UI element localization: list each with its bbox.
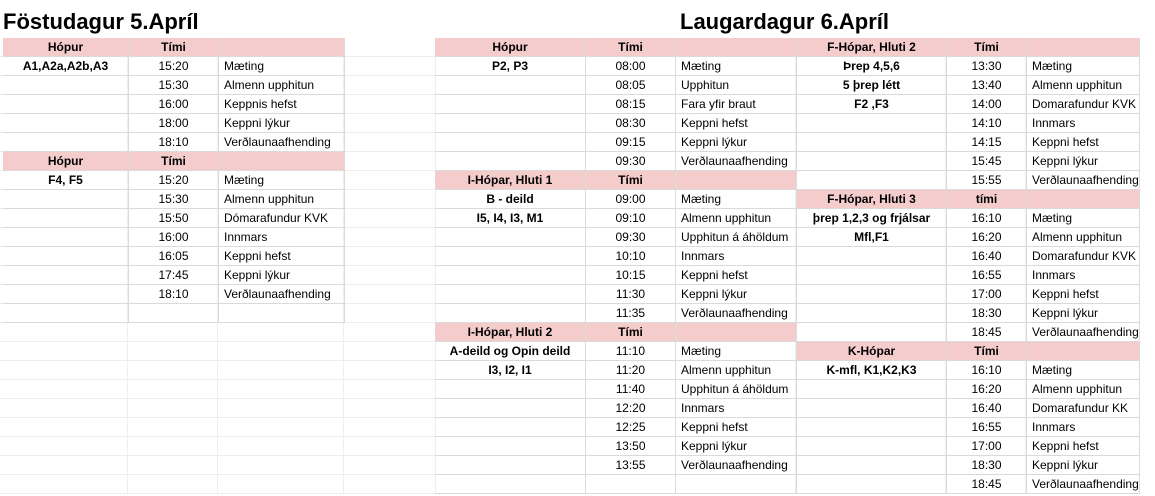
friday-section-2-empty-cell[interactable] <box>3 209 129 228</box>
friday-section-2-time-cell[interactable]: 18:10 <box>129 285 219 304</box>
saturday-left-1-group-header[interactable]: Hópur <box>435 38 586 57</box>
friday-section-2-empty-cell[interactable] <box>3 247 129 266</box>
friday-section-2-event-cell[interactable]: Mæting <box>219 171 345 190</box>
friday-section-1-event-cell[interactable]: Keppnis hefst <box>219 95 345 114</box>
grid-cell <box>0 437 128 456</box>
saturday-right-1-time-cell[interactable]: 15:55 <box>947 171 1027 190</box>
grid-cell <box>128 475 218 494</box>
saturday-left-1-time-cell[interactable]: 08:05 <box>586 76 676 95</box>
friday-section-1-event-cell[interactable]: Keppni lýkur <box>219 114 345 133</box>
saturday-right-2-group-header[interactable]: F-Hópar, Hluti 3 <box>797 190 947 209</box>
friday-section-2-empty-cell[interactable] <box>3 304 129 323</box>
friday-title: Föstudagur 5.Apríl <box>3 9 199 34</box>
grid-cell <box>0 323 128 342</box>
saturday-left-2-empty-cell[interactable] <box>435 247 586 266</box>
saturday-right-3-event-cell[interactable]: Almenn upphitun <box>1027 380 1140 399</box>
friday-section-2-empty-cell[interactable] <box>3 190 129 209</box>
saturday-right-3-event-header[interactable] <box>1027 342 1140 361</box>
grid-cell <box>128 437 218 456</box>
friday-section-2-group-name[interactable]: F4, F5 <box>3 171 129 190</box>
grid-cell <box>0 399 128 418</box>
grid-cell <box>128 323 218 342</box>
saturday-right-3-empty-cell[interactable] <box>797 456 947 475</box>
saturday-left-3-empty-cell[interactable] <box>435 418 586 437</box>
friday-section-2-event-cell[interactable]: Verðlaunaafhending <box>219 285 345 304</box>
saturday-right-2-empty-cell[interactable] <box>797 247 947 266</box>
saturday-left-1-event-header[interactable] <box>676 38 797 57</box>
friday-section-2-group-header[interactable]: Hópur <box>3 152 129 171</box>
friday-section-2-event-cell[interactable]: Keppni hefst <box>219 247 345 266</box>
saturday-right-1-event-cell[interactable]: Verðlaunaafhending <box>1027 171 1140 190</box>
grid-cell <box>344 133 436 152</box>
grid-cell <box>344 114 436 133</box>
saturday-left-3-event-cell[interactable]: Keppni hefst <box>676 418 797 437</box>
saturday-left-3-time-cell[interactable]: 11:10 <box>586 342 676 361</box>
saturday-left-3-event-cell[interactable]: Verðlaunaafhending <box>676 456 797 475</box>
friday-section-1-group-header[interactable]: Hópur <box>3 38 129 57</box>
saturday-left-2-group-name[interactable]: B - deild <box>435 190 586 209</box>
grid-cell <box>218 418 344 437</box>
friday-section-1-time-cell[interactable]: 18:10 <box>129 133 219 152</box>
saturday-left-3-event-cell[interactable]: Upphitun á áhöldum <box>676 380 797 399</box>
saturday-left-1-empty-cell[interactable] <box>435 76 586 95</box>
saturday-right-2-time-cell[interactable]: 16:10 <box>947 209 1027 228</box>
grid-cell <box>0 361 128 380</box>
grid-cell <box>128 380 218 399</box>
grid-cell <box>344 190 436 209</box>
grid-cell <box>128 342 218 361</box>
saturday-title: Laugardagur 6.Apríl <box>680 9 890 34</box>
saturday-left-2-time-cell[interactable]: 09:30 <box>586 228 676 247</box>
saturday-left-3-empty-cell[interactable] <box>435 475 586 494</box>
saturday-left-3-empty-cell[interactable] <box>435 380 586 399</box>
saturday-right-2-event-header[interactable] <box>1027 190 1140 209</box>
friday-section-2-event-cell[interactable]: Almenn upphitun <box>219 190 345 209</box>
saturday-right-3-group-header[interactable]: K-Hópar <box>797 342 947 361</box>
grid-cell <box>344 228 436 247</box>
saturday-right-2-time-header[interactable]: tími <box>947 190 1027 209</box>
friday-section-1-empty-cell[interactable] <box>3 95 129 114</box>
saturday-left-3-time-cell[interactable]: 13:55 <box>586 456 676 475</box>
saturday-right-3-event-cell[interactable]: Mæting <box>1027 361 1140 380</box>
saturday-left-2-group-name[interactable]: I5, I4, I3, M1 <box>435 209 586 228</box>
saturday-left-2-event-cell[interactable]: Innmars <box>676 247 797 266</box>
saturday-left-2-empty-cell[interactable] <box>435 304 586 323</box>
grid-cell <box>218 456 344 475</box>
saturday-left-3-group-name[interactable]: A-deild og Opin deild <box>435 342 586 361</box>
saturday-left-1-empty-cell[interactable] <box>435 133 586 152</box>
saturday-right-1-time-cell[interactable]: 13:30 <box>947 57 1027 76</box>
saturday-right-2-event-cell[interactable]: Keppni hefst <box>1027 285 1140 304</box>
grid-cell <box>344 361 436 380</box>
grid-cell <box>128 456 218 475</box>
saturday-right-1-empty-cell[interactable] <box>797 152 947 171</box>
friday-section-1-event-cell[interactable]: Almenn upphitun <box>219 76 345 95</box>
saturday-left-1-event-cell[interactable]: Mæting <box>676 57 797 76</box>
saturday-right-1-event-cell[interactable]: Mæting <box>1027 57 1140 76</box>
saturday-right-3-empty-cell[interactable] <box>797 475 947 494</box>
saturday-left-2-event-cell[interactable]: Upphitun á áhöldum <box>676 228 797 247</box>
saturday-right-3-time-cell[interactable]: 16:20 <box>947 380 1027 399</box>
saturday-right-2-time-cell[interactable]: 18:45 <box>947 323 1027 342</box>
saturday-left-2-time-cell[interactable]: 11:35 <box>586 304 676 323</box>
friday-section-1-event-cell[interactable]: Mæting <box>219 57 345 76</box>
saturday-left-2-time-cell[interactable]: 11:30 <box>586 285 676 304</box>
grid-cell <box>344 171 436 190</box>
saturday-left-1-empty-cell[interactable] <box>435 152 586 171</box>
saturday-left-3-empty-cell[interactable] <box>435 456 586 475</box>
friday-section-2-event-cell[interactable]: Dómarafundur KVK <box>219 209 345 228</box>
saturday-left-2-time-header[interactable]: Tími <box>586 171 676 190</box>
friday-section-1-time-cell[interactable]: 15:30 <box>129 76 219 95</box>
grid-cell <box>0 418 128 437</box>
grid-cell <box>344 76 436 95</box>
saturday-left-3-event-header[interactable] <box>676 323 797 342</box>
friday-section-2-time-cell[interactable]: 15:50 <box>129 209 219 228</box>
friday-section-1-event-cell[interactable]: Verðlaunaafhending <box>219 133 345 152</box>
saturday-left-3-event-cell[interactable]: Mæting <box>676 342 797 361</box>
saturday-right-2-group-name[interactable]: þrep 1,2,3 og frjálsar <box>797 209 947 228</box>
saturday-left-2-event-cell[interactable]: Keppni lýkur <box>676 285 797 304</box>
grid-cell <box>218 361 344 380</box>
grid-cell <box>344 152 436 171</box>
saturday-right-1-event-cell[interactable]: Keppni hefst <box>1027 133 1140 152</box>
grid-cell <box>344 399 436 418</box>
saturday-right-3-empty-cell[interactable] <box>797 380 947 399</box>
friday-section-2-empty-cell[interactable] <box>3 285 129 304</box>
saturday-right-3-time-cell[interactable]: 16:40 <box>947 399 1027 418</box>
saturday-right-3-event-cell[interactable]: Innmars <box>1027 418 1140 437</box>
saturday-right-2-empty-cell[interactable] <box>797 285 947 304</box>
saturday-right-2-time-cell[interactable]: 16:20 <box>947 228 1027 247</box>
saturday-right-3-event-cell[interactable]: Verðlaunaafhending <box>1027 475 1140 494</box>
saturday-right-1-empty-cell[interactable] <box>797 114 947 133</box>
saturday-left-2-event-cell[interactable]: Verðlaunaafhending <box>676 304 797 323</box>
grid-cell <box>0 456 128 475</box>
friday-section-1-group-name[interactable]: A1,A2a,A2b,A3 <box>3 57 129 76</box>
saturday-left-3-time-cell[interactable] <box>586 475 676 494</box>
saturday-left-3-time-cell[interactable]: 12:20 <box>586 399 676 418</box>
saturday-left-3-event-cell[interactable]: Keppni lýkur <box>676 437 797 456</box>
saturday-right-3-time-header[interactable]: Tími <box>947 342 1027 361</box>
grid-cell <box>344 456 436 475</box>
grid-cell <box>344 342 436 361</box>
saturday-left-1-event-cell[interactable]: Keppni lýkur <box>676 133 797 152</box>
saturday-left-1-empty-cell[interactable] <box>435 95 586 114</box>
saturday-right-1-group-header[interactable]: F-Hópar, Hluti 2 <box>797 38 947 57</box>
grid-cell <box>344 380 436 399</box>
saturday-right-1-time-cell[interactable]: 14:10 <box>947 114 1027 133</box>
saturday-right-2-empty-cell[interactable] <box>797 266 947 285</box>
grid-cell <box>0 475 128 494</box>
grid-cell <box>218 399 344 418</box>
saturday-right-2-event-cell[interactable]: Keppni lýkur <box>1027 304 1140 323</box>
grid-cell <box>128 418 218 437</box>
saturday-right-1-empty-cell[interactable] <box>797 133 947 152</box>
saturday-left-1-time-cell[interactable]: 08:00 <box>586 57 676 76</box>
grid-cell <box>344 266 436 285</box>
friday-section-2-time-cell[interactable] <box>129 304 219 323</box>
grid-cell <box>344 38 436 57</box>
saturday-left-1-time-cell[interactable]: 09:15 <box>586 133 676 152</box>
saturday-right-3-empty-cell[interactable] <box>797 418 947 437</box>
friday-section-2-time-cell[interactable]: 16:00 <box>129 228 219 247</box>
saturday-right-2-time-cell[interactable]: 16:40 <box>947 247 1027 266</box>
saturday-right-1-time-header[interactable]: Tími <box>947 38 1027 57</box>
saturday-left-3-event-cell[interactable] <box>676 475 797 494</box>
saturday-left-3-group-name[interactable]: I3, I2, I1 <box>435 361 586 380</box>
saturday-right-2-event-cell[interactable]: Mæting <box>1027 209 1140 228</box>
saturday-left-3-time-cell[interactable]: 11:40 <box>586 380 676 399</box>
saturday-left-2-event-header[interactable] <box>676 171 797 190</box>
saturday-left-3-time-header[interactable]: Tími <box>586 323 676 342</box>
grid-cell <box>344 437 436 456</box>
saturday-right-3-group-name[interactable]: K-mfl, K1,K2,K3 <box>797 361 947 380</box>
saturday-left-2-event-cell[interactable]: Almenn upphitun <box>676 209 797 228</box>
saturday-left-2-event-cell[interactable]: Mæting <box>676 190 797 209</box>
saturday-left-3-time-cell[interactable]: 11:20 <box>586 361 676 380</box>
saturday-right-2-event-cell[interactable]: Verðlaunaafhending <box>1027 323 1140 342</box>
saturday-left-3-empty-cell[interactable] <box>435 437 586 456</box>
grid-cell <box>344 57 436 76</box>
friday-section-1-empty-cell[interactable] <box>3 114 129 133</box>
friday-section-1-time-header[interactable]: Tími <box>129 38 219 57</box>
grid-cell <box>344 247 436 266</box>
saturday-left-1-time-cell[interactable]: 09:30 <box>586 152 676 171</box>
saturday-right-3-time-cell[interactable]: 17:00 <box>947 437 1027 456</box>
saturday-left-1-event-cell[interactable]: Keppni hefst <box>676 114 797 133</box>
saturday-left-3-time-cell[interactable]: 12:25 <box>586 418 676 437</box>
saturday-right-2-time-cell[interactable]: 18:30 <box>947 304 1027 323</box>
friday-section-2-event-cell[interactable] <box>219 304 345 323</box>
saturday-left-1-event-cell[interactable]: Fara yfir braut <box>676 95 797 114</box>
saturday-right-1-time-cell[interactable]: 14:00 <box>947 95 1027 114</box>
saturday-right-1-group-name[interactable]: F2 ,F3 <box>797 95 947 114</box>
saturday-left-3-group-header[interactable]: I-Hópar, Hluti 2 <box>435 323 586 342</box>
friday-section-1-time-cell[interactable]: 15:20 <box>129 57 219 76</box>
saturday-right-1-event-cell[interactable]: Keppni lýkur <box>1027 152 1140 171</box>
saturday-left-2-empty-cell[interactable] <box>435 266 586 285</box>
friday-section-2-event-header[interactable] <box>219 152 345 171</box>
saturday-right-2-time-cell[interactable]: 17:00 <box>947 285 1027 304</box>
saturday-right-1-empty-cell[interactable] <box>797 171 947 190</box>
grid-cell <box>344 475 436 494</box>
saturday-right-1-event-cell[interactable]: Innmars <box>1027 114 1140 133</box>
saturday-left-2-empty-cell[interactable] <box>435 285 586 304</box>
grid-cell <box>218 437 344 456</box>
friday-section-2-time-cell[interactable]: 15:20 <box>129 171 219 190</box>
saturday-left-2-event-cell[interactable]: Keppni hefst <box>676 266 797 285</box>
saturday-right-2-event-cell[interactable]: Domarafundur KVK <box>1027 247 1140 266</box>
saturday-left-2-empty-cell[interactable] <box>435 228 586 247</box>
grid-cell <box>218 342 344 361</box>
saturday-left-1-empty-cell[interactable] <box>435 114 586 133</box>
saturday-right-2-empty-cell[interactable] <box>797 323 947 342</box>
saturday-left-1-time-header[interactable]: Tími <box>586 38 676 57</box>
saturday-right-3-empty-cell[interactable] <box>797 399 947 418</box>
saturday-left-3-empty-cell[interactable] <box>435 399 586 418</box>
saturday-left-1-event-cell[interactable]: Upphitun <box>676 76 797 95</box>
saturday-left-1-time-cell[interactable]: 08:15 <box>586 95 676 114</box>
saturday-right-2-time-cell[interactable]: 16:55 <box>947 266 1027 285</box>
saturday-right-3-event-cell[interactable]: Keppni lýkur <box>1027 456 1140 475</box>
grid-cell <box>344 95 436 114</box>
grid-cell <box>344 304 436 323</box>
friday-section-1-empty-cell[interactable] <box>3 76 129 95</box>
friday-section-1-time-cell[interactable]: 18:00 <box>129 114 219 133</box>
grid-cell <box>344 323 436 342</box>
grid-cell <box>344 209 436 228</box>
grid-cell <box>344 285 436 304</box>
friday-section-2-event-cell[interactable]: Keppni lýkur <box>219 266 345 285</box>
friday-section-1-event-header[interactable] <box>219 38 345 57</box>
saturday-left-1-time-cell[interactable]: 08:30 <box>586 114 676 133</box>
saturday-left-1-event-cell[interactable]: Verðlaunaafhending <box>676 152 797 171</box>
saturday-right-3-empty-cell[interactable] <box>797 437 947 456</box>
saturday-left-2-time-cell[interactable]: 10:15 <box>586 266 676 285</box>
friday-section-1-empty-cell[interactable] <box>3 133 129 152</box>
saturday-left-1-group-name[interactable]: P2, P3 <box>435 57 586 76</box>
friday-section-2-time-cell[interactable]: 15:30 <box>129 190 219 209</box>
saturday-right-2-empty-cell[interactable] <box>797 304 947 323</box>
saturday-right-2-event-cell[interactable]: Almenn upphitun <box>1027 228 1140 247</box>
saturday-right-2-event-cell[interactable]: Innmars <box>1027 266 1140 285</box>
saturday-left-2-group-header[interactable]: I-Hópar, Hluti 1 <box>435 171 586 190</box>
saturday-right-3-time-cell[interactable]: 16:10 <box>947 361 1027 380</box>
grid-cell <box>218 323 344 342</box>
saturday-left-3-time-cell[interactable]: 13:50 <box>586 437 676 456</box>
saturday-right-1-group-name[interactable]: 5 þrep létt <box>797 76 947 95</box>
saturday-right-3-event-cell[interactable]: Domarafundur KK <box>1027 399 1140 418</box>
saturday-right-1-event-cell[interactable]: Domarafundur KVK <box>1027 95 1140 114</box>
saturday-right-1-time-cell[interactable]: 14:15 <box>947 133 1027 152</box>
grid-cell <box>0 380 128 399</box>
grid-cell <box>218 475 344 494</box>
friday-section-2-time-cell[interactable]: 16:05 <box>129 247 219 266</box>
saturday-right-1-event-header[interactable] <box>1027 38 1140 57</box>
saturday-left-2-time-cell[interactable]: 09:00 <box>586 190 676 209</box>
saturday-right-3-time-cell[interactable]: 18:30 <box>947 456 1027 475</box>
saturday-right-1-time-cell[interactable]: 15:45 <box>947 152 1027 171</box>
friday-section-2-empty-cell[interactable] <box>3 266 129 285</box>
friday-section-2-time-cell[interactable]: 17:45 <box>129 266 219 285</box>
saturday-left-3-event-cell[interactable]: Almenn upphitun <box>676 361 797 380</box>
friday-section-2-time-header[interactable]: Tími <box>129 152 219 171</box>
grid-cell <box>344 418 436 437</box>
friday-section-1-time-cell[interactable]: 16:00 <box>129 95 219 114</box>
saturday-right-1-group-name[interactable]: Þrep 4,5,6 <box>797 57 947 76</box>
friday-section-2-empty-cell[interactable] <box>3 228 129 247</box>
friday-section-2-event-cell[interactable]: Innmars <box>219 228 345 247</box>
saturday-right-2-group-name[interactable]: Mfl,F1 <box>797 228 947 247</box>
grid-cell <box>128 399 218 418</box>
saturday-right-3-event-cell[interactable]: Keppni hefst <box>1027 437 1140 456</box>
saturday-left-3-event-cell[interactable]: Innmars <box>676 399 797 418</box>
saturday-right-1-time-cell[interactable]: 13:40 <box>947 76 1027 95</box>
saturday-left-2-time-cell[interactable]: 10:10 <box>586 247 676 266</box>
saturday-right-3-time-cell[interactable]: 16:55 <box>947 418 1027 437</box>
grid-cell <box>218 380 344 399</box>
saturday-left-2-time-cell[interactable]: 09:10 <box>586 209 676 228</box>
grid-cell <box>128 361 218 380</box>
saturday-right-3-time-cell[interactable]: 18:45 <box>947 475 1027 494</box>
grid-cell <box>0 342 128 361</box>
saturday-right-1-event-cell[interactable]: Almenn upphitun <box>1027 76 1140 95</box>
